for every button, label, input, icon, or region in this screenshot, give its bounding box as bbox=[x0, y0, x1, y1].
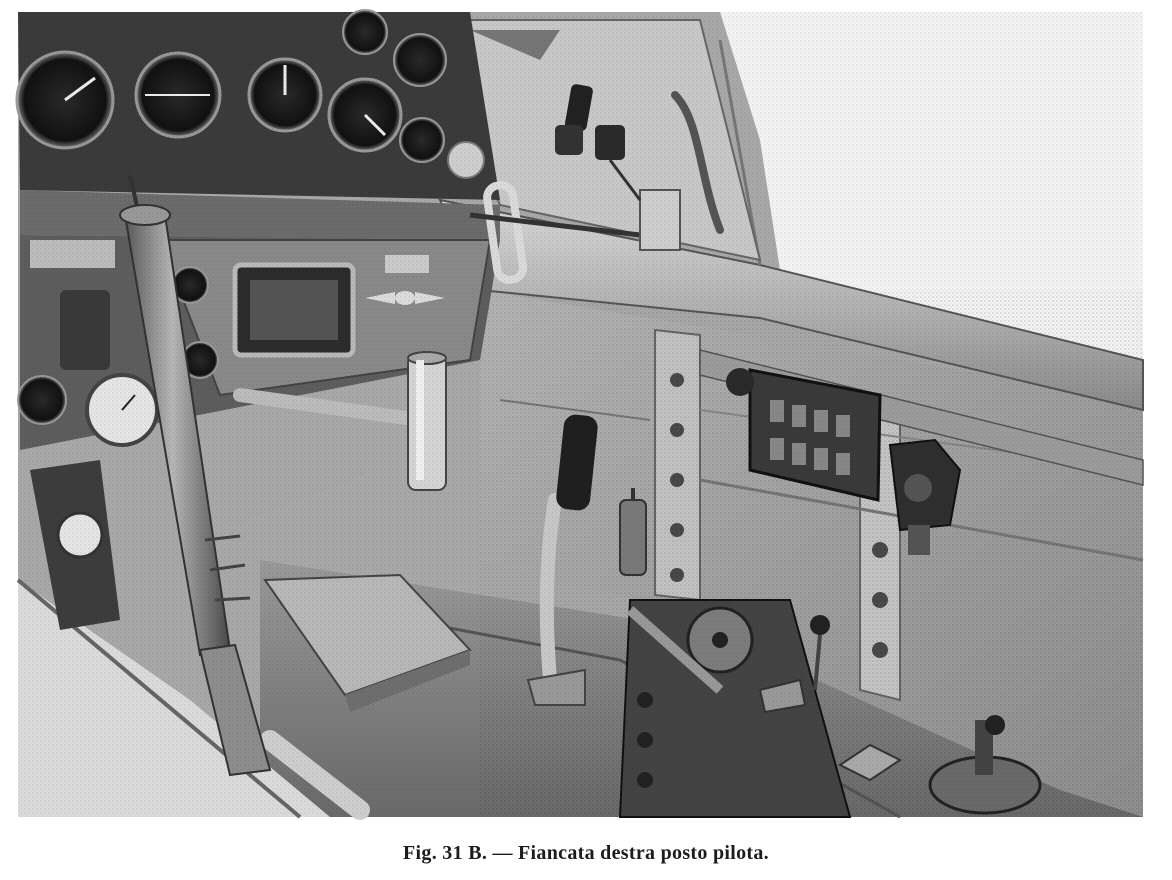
halftone-grain bbox=[18, 12, 1143, 817]
figure-caption: Fig. 31 B. — Fiancata destra posto pilota. bbox=[403, 842, 769, 864]
